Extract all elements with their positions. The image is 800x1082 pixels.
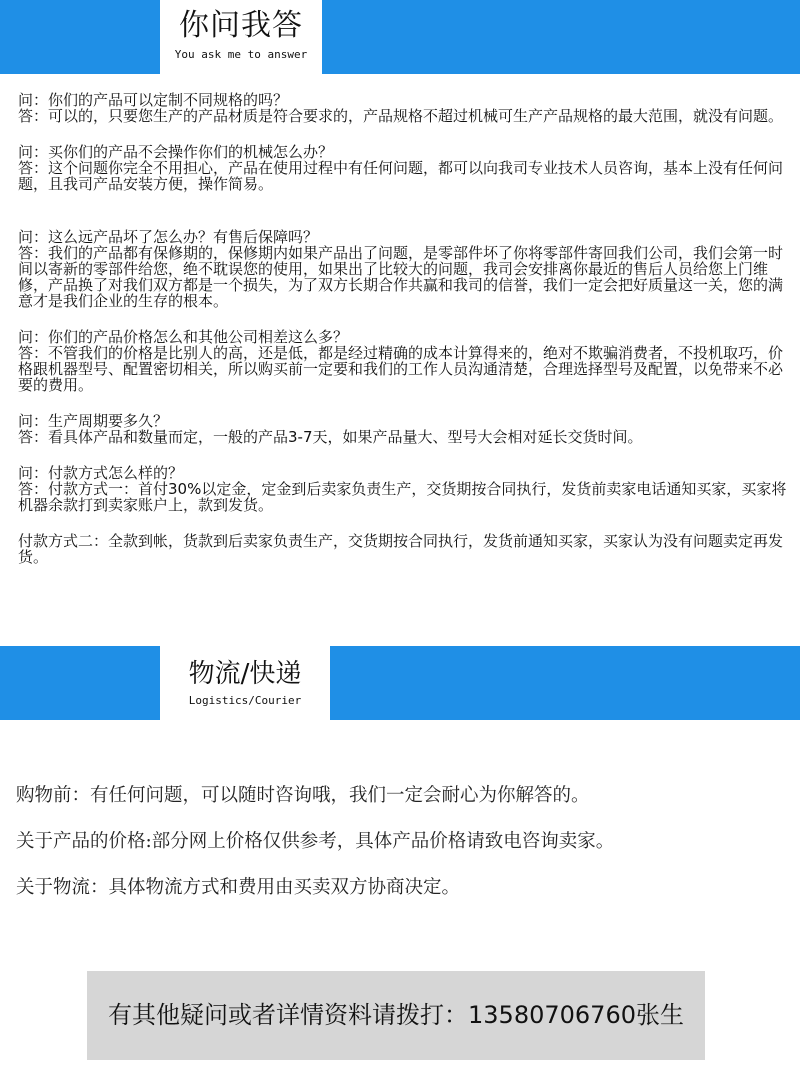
banner-bar-left — [0, 0, 160, 74]
notes-section — [16, 781, 800, 919]
question: 问：你们的产品价格怎么和其他公司相差这么多？ — [18, 328, 349, 346]
qa-item — [18, 92, 788, 124]
note-before-purchase: 购物前：有任何问题，可以随时咨询哦，我们一定会耐心为你解答的。 — [16, 785, 590, 806]
answer: 答：付款方式一：首付30%以定金，定金到后卖家负责生产，交货期按合同执行，发货前卖家电话通知买家，买家将机器余款打到卖家账户上，款到发货。 — [18, 480, 787, 514]
question: 问：这么远产品坏了怎么办？有售后保障吗？ — [18, 228, 319, 246]
question: 问：你们的产品可以定制不同规格的吗？ — [18, 91, 289, 109]
qa-item — [18, 144, 788, 192]
answer: 答：我们的产品都有保修期的，保修期内如果产品出了问题，是零部件坏了你将零部件寄回我们公司，我们会第一时间以寄新的零部件给您，绝不耽误您的使用，如果出了比较大的问题，我司会安排离你最近的售后人员给您上门维修，产品换了对我们双方都是一个损失，为了双方长期合作共赢和我司的信誉，我们一定会把好质量这一关，您的满意才是我们企业的生存的根本。 — [18, 244, 784, 310]
qa-banner — [0, 0, 800, 74]
banner-bar-right — [322, 0, 800, 74]
qa-title-box — [160, 0, 322, 70]
qa-item — [18, 229, 788, 309]
logistics-title-box — [160, 646, 330, 718]
note-logistics: 关于物流：具体物流方式和费用由买卖双方协商决定。 — [16, 877, 461, 898]
payment-method-two — [18, 533, 788, 565]
answer: 答：可以的，只要您生产的产品材质是符合要求的，产品规格不超过机械可生产产品规格的最大范围，就没有问题。 — [18, 107, 784, 125]
contact-text: 有其他疑问或者详情资料请拨打：13580706760张生 — [108, 1001, 684, 1029]
answer: 答：看具体产品和数量而定，一般的产品3-7天，如果产品量大、型号大会相对延长交货时间。 — [18, 428, 643, 446]
logistics-subtitle: Logistics/Courier — [188, 694, 302, 707]
question: 问：生产周期要多久？ — [18, 412, 169, 430]
note-price: 关于产品的价格:部分网上价格仅供参考，具体产品价格请致电咨询卖家。 — [16, 831, 615, 852]
logistics-title: 物流/快递 — [188, 659, 302, 689]
question: 问：买你们的产品不会操作你们的机械怎么办？ — [18, 143, 334, 161]
contact-box — [87, 971, 705, 1060]
qa-item — [18, 413, 788, 445]
answer: 答：不管我们的价格是比别人的高，还是低，都是经过精确的成本计算得来的，绝对不欺骗消费者，不投机取巧，价格跟机器型号、配置密切相关，所以购买前一定要和我们的工作人员沟通清楚，合理选择型号及配置，以免带来不必要的费用。 — [18, 344, 784, 394]
payment-method-two-text: 付款方式二：全款到帐，货款到后卖家负责生产，交货期按合同执行，发货前通知买家，买家认为没有问题卖定再发货。 — [18, 532, 784, 566]
qa-subtitle: You ask me to answer — [174, 48, 308, 61]
banner-bar-right — [330, 646, 800, 720]
logistics-banner — [0, 646, 800, 720]
qa-section — [18, 92, 788, 585]
qa-title: 你问我答 — [179, 8, 303, 43]
banner-bar-left — [0, 646, 160, 720]
qa-item — [18, 329, 788, 393]
question: 问：付款方式怎么样的？ — [18, 464, 184, 482]
qa-item — [18, 465, 788, 513]
answer: 答：这个问题你完全不用担心，产品在使用过程中有任何问题，都可以向我司专业技术人员咨询，基本上没有任何问题，且我司产品安装方便，操作简易。 — [18, 159, 784, 193]
